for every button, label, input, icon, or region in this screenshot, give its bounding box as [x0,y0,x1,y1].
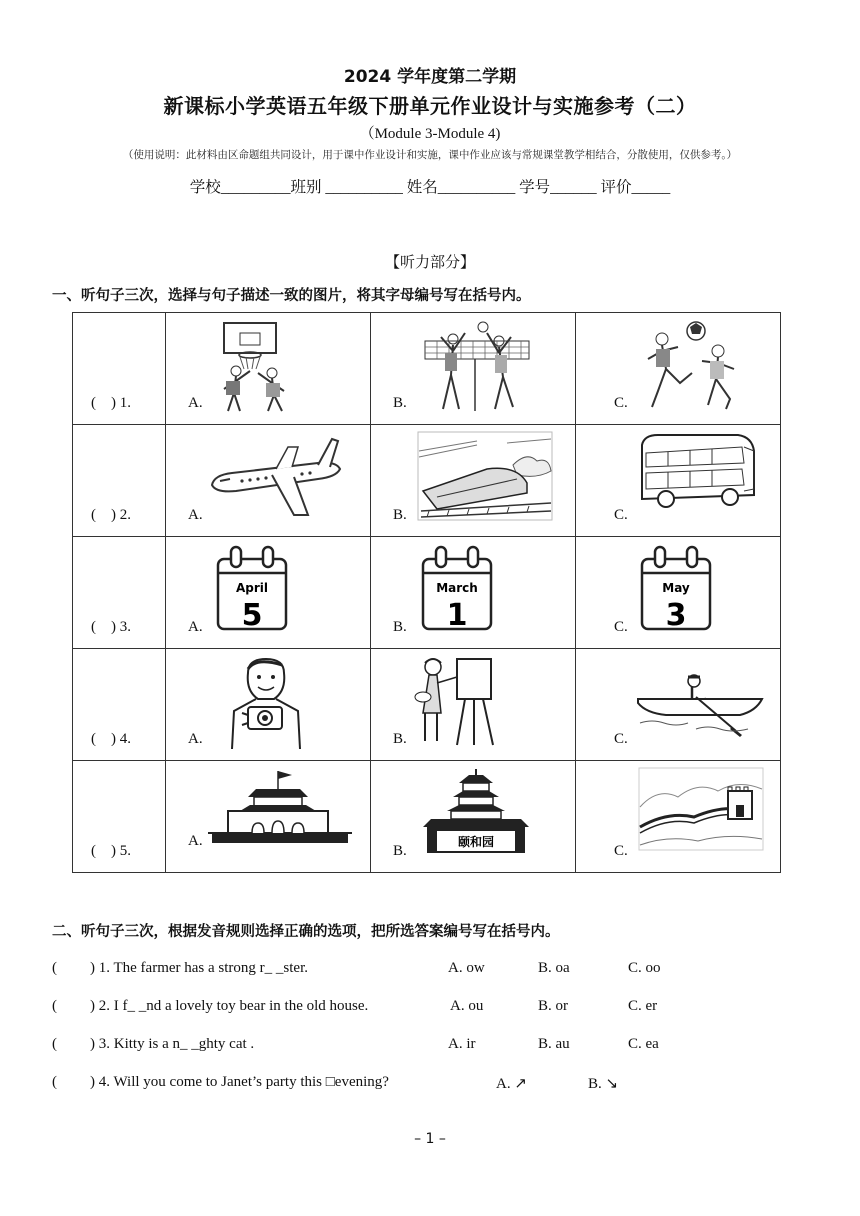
calendar-month: May [662,581,690,595]
question-number: ( ) 4. [91,731,131,747]
question-text: ) 1. The farmer has a strong r_ _ster. [90,960,308,976]
section1-title: 一、听句子三次，选择与句子描述一致的图片，将其字母编号写在括号内。 [52,288,531,304]
option-letter: C. [614,619,628,635]
calendar-icon [638,545,714,637]
option-letter: A. [188,395,203,411]
option-letter: A. [188,619,203,635]
table-row [73,761,781,873]
question-number: ( ) 5. [91,843,131,859]
section2-title: 二、听句子三次，根据发音规则选择正确的选项，把所选答案编号写在括号内。 [52,924,560,940]
question-text: ) 2. I f_ _nd a lovely toy bear in the old house. [90,998,369,1014]
option-letter: C. [614,731,628,747]
option-cell[interactable] [166,537,371,649]
great-wall-icon [638,767,764,851]
option-b: B. ↘ [588,1076,619,1092]
answer-bracket[interactable]: ( [52,1036,57,1052]
calendar-day: 1 [446,598,468,633]
option-cell[interactable] [576,537,781,649]
option-b: B. au [538,1036,570,1052]
answer-bracket[interactable]: ( [52,998,57,1014]
option-b: B. oa [538,960,570,976]
question-number: ( ) 3. [91,619,131,635]
summer-palace-icon [421,765,531,855]
calendar-month: March [436,581,478,595]
listening-part-label: 【听力部分】 [384,255,475,271]
option-letter: A. [188,507,203,523]
option-b: B. or [538,998,568,1014]
tiananmen-icon [208,767,352,847]
table-row [73,649,781,761]
option-cell[interactable] [576,761,781,873]
option-letter: B. [393,731,407,747]
answer-bracket[interactable]: ( [52,1074,57,1090]
football-icon [638,319,742,411]
option-cell[interactable] [371,425,576,537]
train-icon [417,431,553,521]
calendar-month: April [235,581,269,595]
plane-icon [206,429,346,523]
option-cell[interactable] [166,425,371,537]
option-cell[interactable] [166,649,371,761]
usage-note: （使用说明：此材料由区命题组共同设计，用于课中作业设计和实施，课中作业应该与常规课堂教学相结合，分散使用，仅供参考。） [122,149,738,161]
option-a: A. ou [450,998,484,1014]
page-number: – 1 – [414,1131,446,1147]
option-cell[interactable] [576,425,781,537]
painter-icon [411,653,503,749]
option-letter: C. [614,395,628,411]
module-range: （Module 3-Module 4) [359,126,501,142]
question-text: ) 4. Will you come to Janet’s party this □evening? [90,1074,389,1090]
bus-icon [638,433,756,513]
camera-man-icon [226,655,306,751]
option-letter: A. [188,731,203,747]
option-c: C. ea [628,1036,659,1052]
basketball-icon [210,319,300,415]
calendar-day: 3 [665,598,687,633]
option-a: A. ow [448,960,485,976]
option-c: C. er [628,998,658,1014]
option-cell[interactable] [371,313,576,425]
option-letter: C. [614,843,628,859]
calendar-day: 5 [241,598,263,633]
option-cell[interactable] [371,649,576,761]
rowing-boat-icon [636,669,764,739]
option-letter: B. [393,395,407,411]
option-cell[interactable] [371,761,576,873]
volleyball-icon [415,319,545,415]
option-cell[interactable] [576,649,781,761]
answer-bracket[interactable]: ( [52,960,57,976]
option-letter: B. [393,619,407,635]
page-title: 新课标小学英语五年级下册单元作业设计与实施参考（二） [163,94,697,118]
option-c: C. oo [628,960,661,976]
student-info-line: 学校_________班别 __________ 姓名__________ 学号______ 评价_____ [189,179,671,196]
option-a: A. ir [448,1036,476,1052]
question-number: ( ) 2. [91,507,131,523]
picture-choice-table [72,312,781,873]
option-a: A. ↗ [496,1076,527,1092]
question-number: ( ) 1. [91,395,131,411]
term-heading: 2024 学年度第二学期 [343,67,517,87]
question-text: ) 3. Kitty is a n_ _ghty cat . [90,1036,255,1052]
table-row [73,425,781,537]
option-cell[interactable] [166,761,371,873]
calendar-icon [419,545,495,637]
calendar-icon [214,545,290,637]
option-cell[interactable] [371,537,576,649]
option-letter: C. [614,507,628,523]
option-cell[interactable] [166,313,371,425]
option-letter: B. [393,843,407,859]
option-letter: B. [393,507,407,523]
option-letter: A. [188,833,203,849]
table-row [73,313,781,425]
option-cell[interactable] [576,313,781,425]
table-row [73,537,781,649]
palace-sign: 颐和园 [457,835,495,849]
